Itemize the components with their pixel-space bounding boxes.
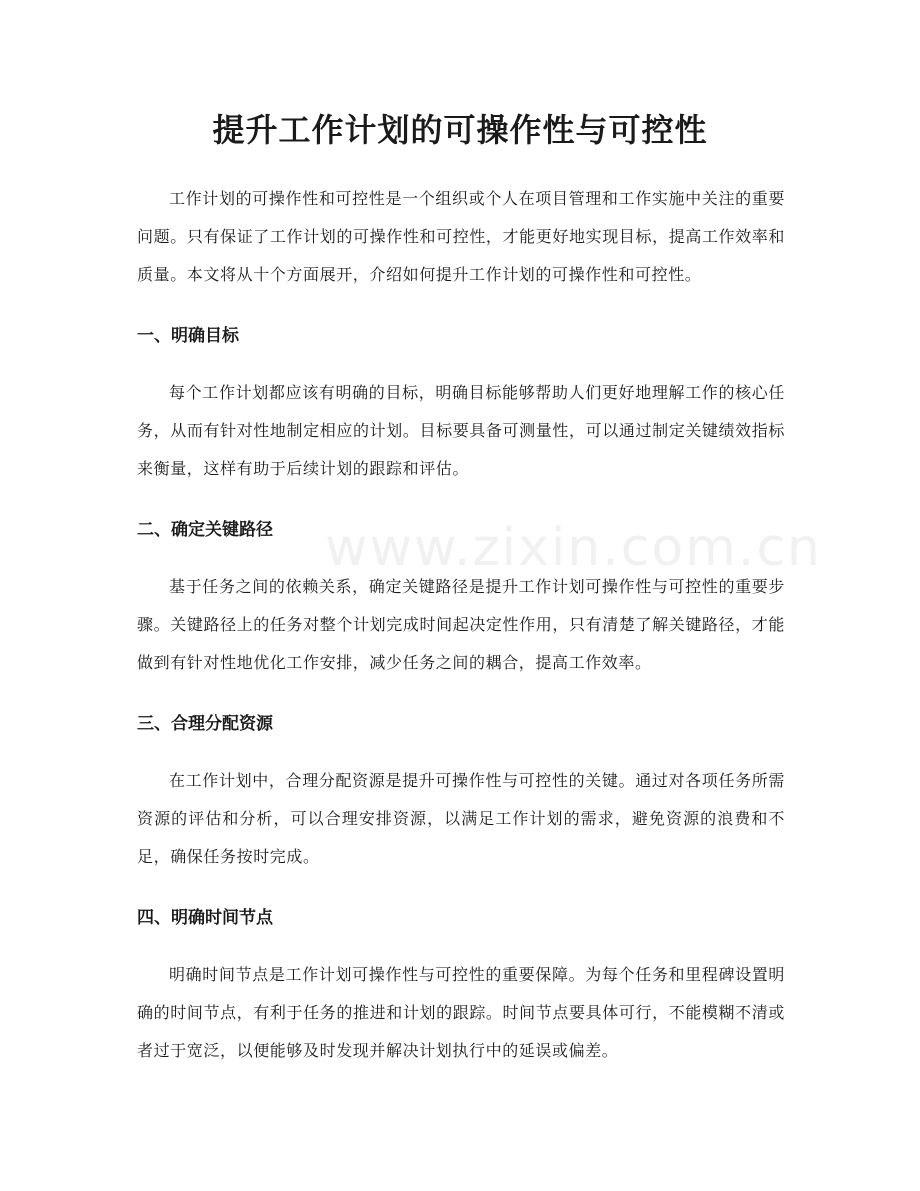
section-body-4: 明确时间节点是工作计划可操作性与可控性的重要保障。为每个任务和里程碑设置明确的时间节点，有利于任务的推进和计划的跟踪。时间节点要具体可行，不能模糊不清或者过于宽泛，以便能够及时发现并解决计划执行中的延误或偏差。 xyxy=(137,965,785,1060)
section-heading-4: 四、明确时间节点 xyxy=(137,908,273,928)
section-heading-1: 一、明确目标 xyxy=(137,326,239,346)
watermark: www.zixin.com.cn xyxy=(325,518,822,578)
section-body-1: 每个工作计划都应该有明确的目标，明确目标能够帮助人们更好地理解工作的核心任务，从而有针对性地制定相应的计划。目标要具备可测量性，可以通过制定关键绩效指标来衡量，这样有助于后续计划的跟踪和评估。 xyxy=(137,383,785,478)
intro-paragraph: 工作计划的可操作性和可控性是一个组织或个人在项目管理和工作实施中关注的重要问题。只有保证了工作计划的可操作性和可控性，才能更好地实现目标，提高工作效率和质量。本文将从十个方面展开，介绍如何提升工作计划的可操作性和可控性。 xyxy=(137,189,785,284)
section-heading-3: 三、合理分配资源 xyxy=(137,714,273,734)
section-body-2: 基于任务之间的依赖关系，确定关键路径是提升工作计划可操作性与可控性的重要步骤。关键路径上的任务对整个计划完成时间起决定性作用，只有清楚了解关键路径，才能做到有针对性地优化工作安排，减少任务之间的耦合，提高工作效率。 xyxy=(137,577,785,672)
document-body xyxy=(137,180,785,1070)
section-body-3: 在工作计划中，合理分配资源是提升可操作性与可控性的关键。通过对各项任务所需资源的评估和分析，可以合理安排资源，以满足工作计划的需求，避免资源的浪费和不足，确保任务按时完成。 xyxy=(137,771,785,866)
page-title: 提升工作计划的可操作性与可控性 xyxy=(212,111,708,149)
section-heading-2: 二、确定关键路径 xyxy=(137,520,273,540)
